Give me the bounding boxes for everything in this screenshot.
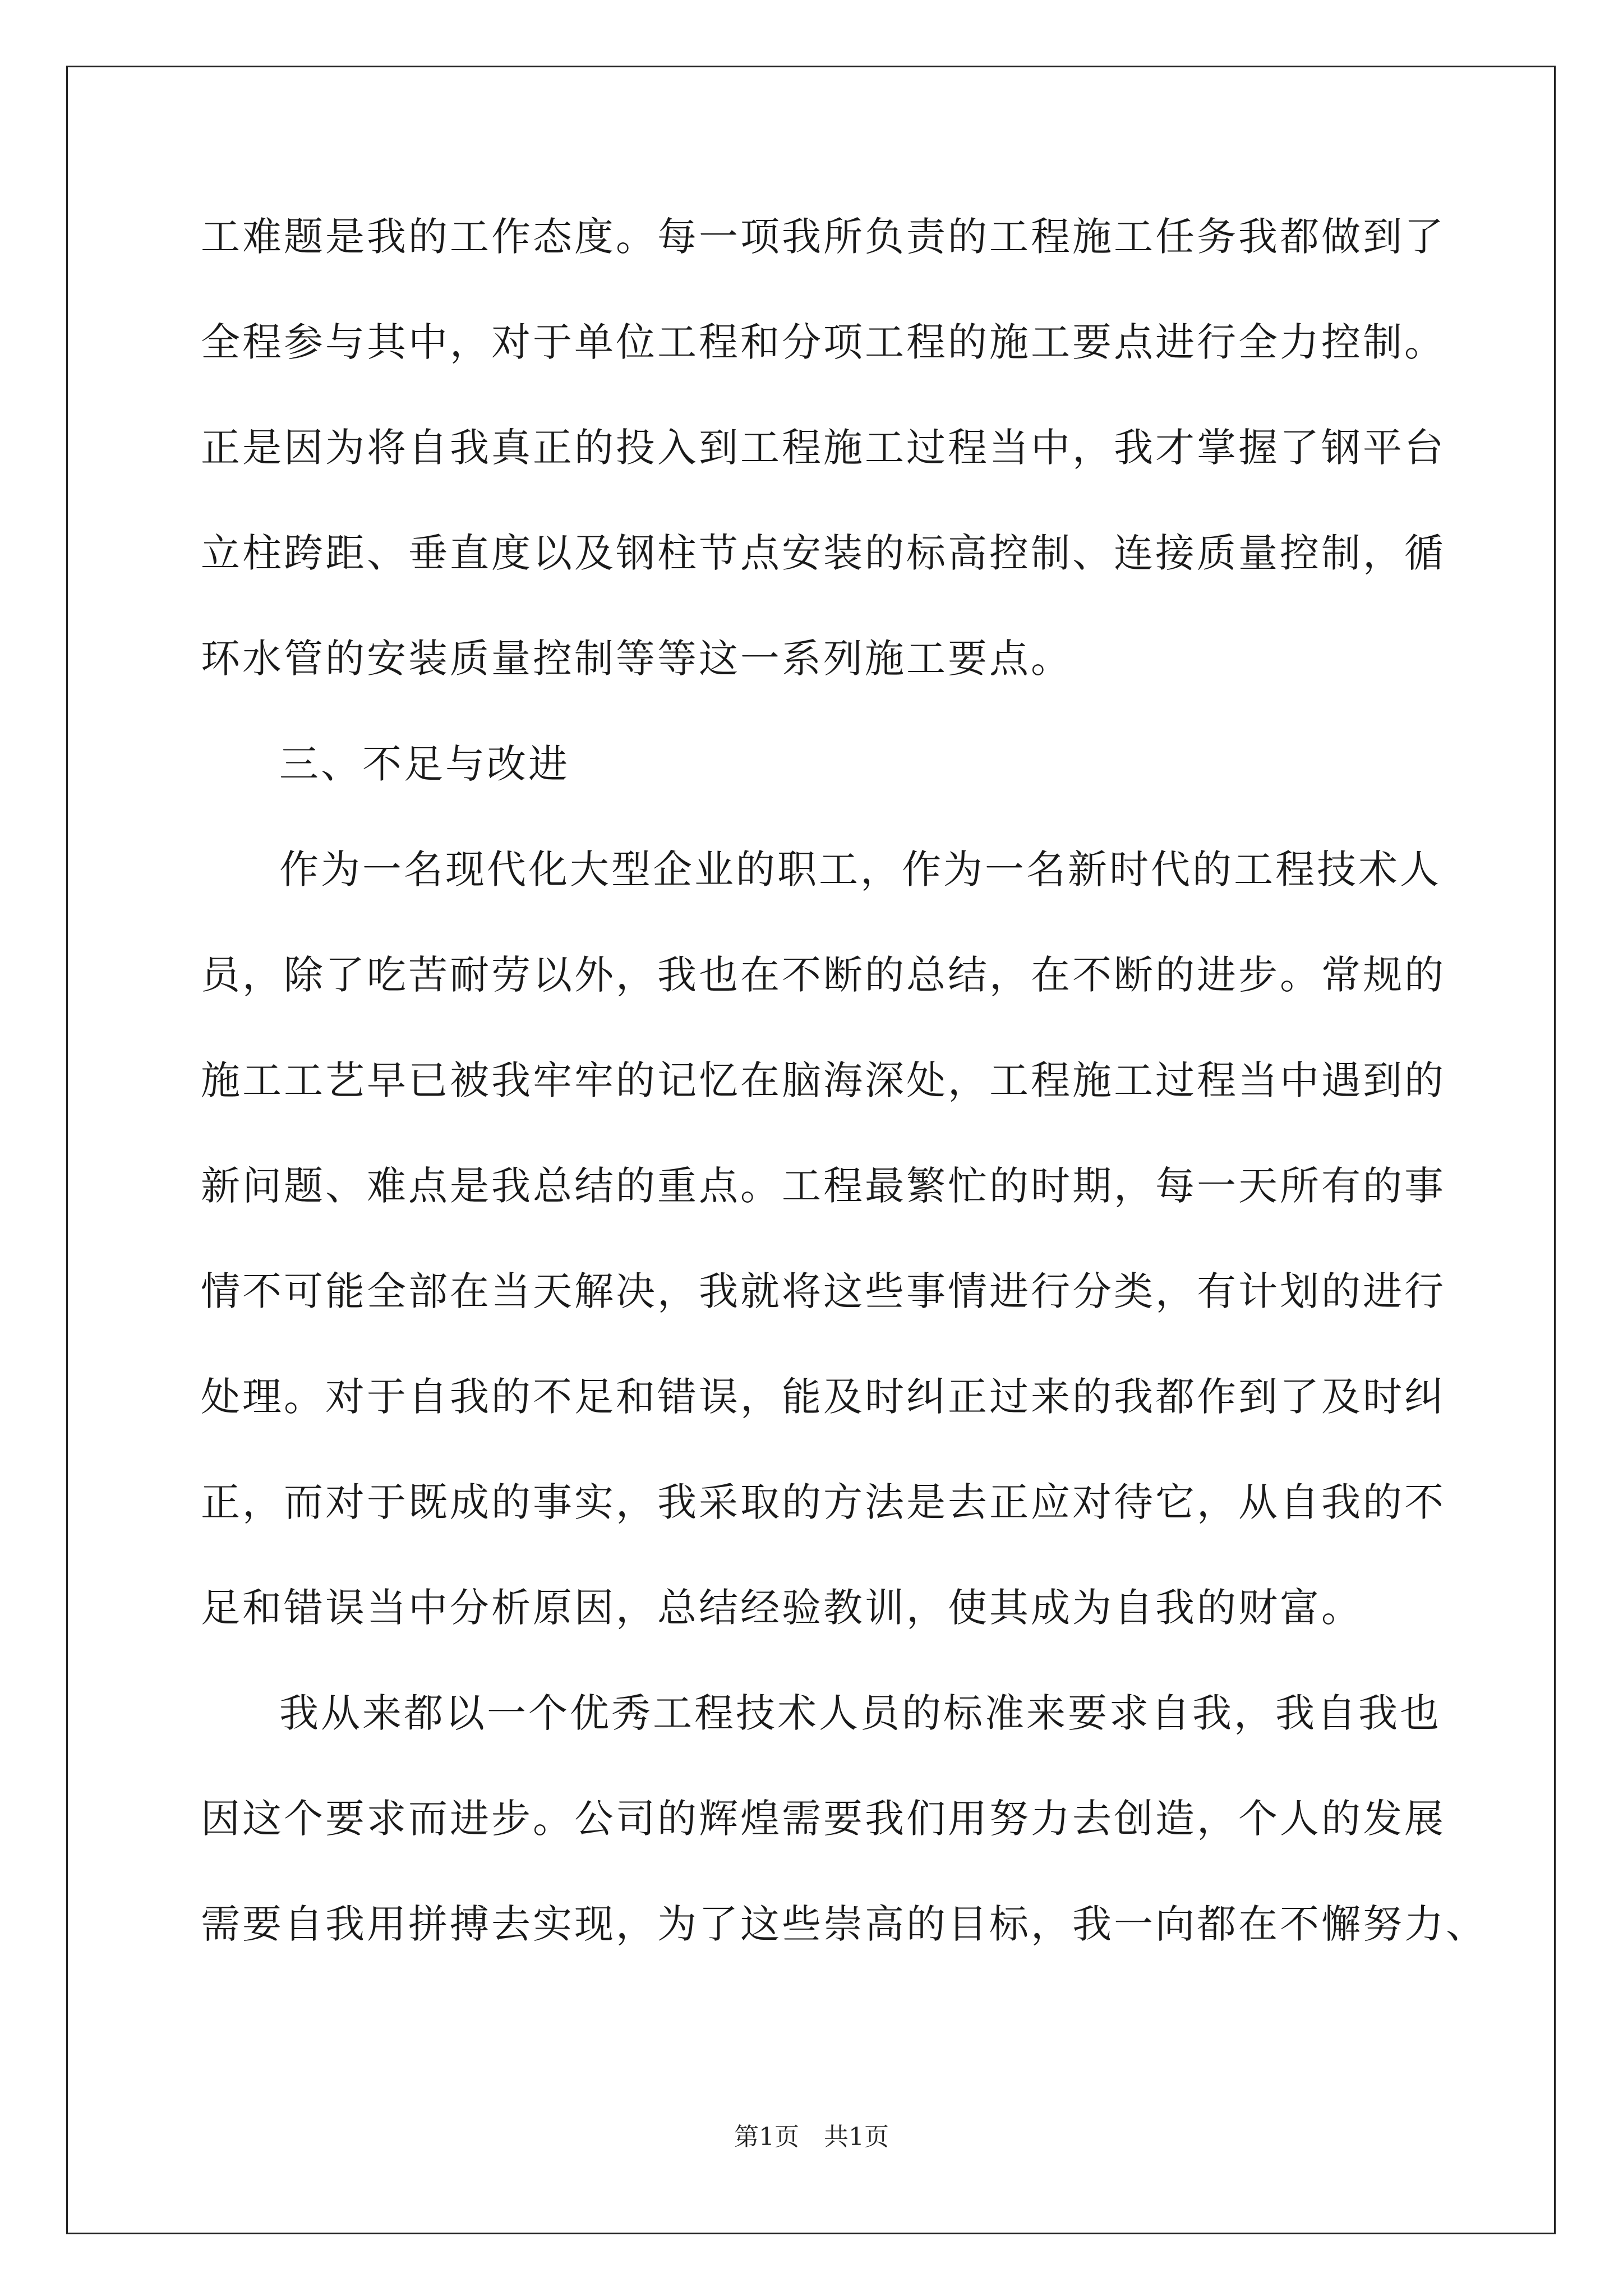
text-line: 员，除了吃苦耐劳以外，我也在不断的总结，在不断的进步。常规的 bbox=[201, 952, 1446, 998]
paragraph-start-line: 作为一名现代化大型企业的职工，作为一名新时代的工程技术人 bbox=[279, 846, 1441, 892]
text-line: 环水管的安装质量控制等等这一系列施工要点。 bbox=[201, 636, 1072, 682]
paragraph-start-line: 我从来都以一个优秀工程技术人员的标准来要求自我，我自我也 bbox=[279, 1690, 1441, 1736]
page-number-footer: 第1页 共1页 bbox=[734, 2123, 889, 2151]
text-line: 立柱跨距、垂直度以及钢柱节点安装的标高控制、连接质量控制，循 bbox=[201, 530, 1446, 576]
document-body bbox=[201, 209, 1487, 2001]
text-line: 新问题、难点是我总结的重点。工程最繁忙的时期，每一天所有的事 bbox=[201, 1163, 1446, 1209]
text-line: 施工工艺早已被我牢牢的记忆在脑海深处，工程施工过程当中遇到的 bbox=[201, 1057, 1446, 1103]
text-line: 工难题是我的工作态度。每一项我所负责的工程施工任务我都做到了 bbox=[201, 214, 1446, 260]
text-line: 需要自我用拼搏去实现，为了这些崇高的目标，我一向都在不懈努力、 bbox=[201, 1901, 1487, 1947]
text-line: 正，而对于既成的事实，我采取的方法是去正应对待它，从自我的不 bbox=[201, 1479, 1446, 1525]
text-line: 情不可能全部在当天解决，我就将这些事情进行分类，有计划的进行 bbox=[201, 1268, 1446, 1314]
section-heading: 三、不足与改进 bbox=[279, 741, 570, 787]
text-line: 因这个要求而进步。公司的辉煌需要我们用努力去创造，个人的发展 bbox=[201, 1796, 1446, 1842]
text-line: 处理。对于自我的不足和错误，能及时纠正过来的我都作到了及时纠 bbox=[201, 1374, 1446, 1420]
text-line: 足和错误当中分析原因，总结经验教训，使其成为自我的财富。 bbox=[201, 1585, 1363, 1631]
text-line: 正是因为将自我真正的投入到工程施工过程当中，我才掌握了钢平台 bbox=[201, 425, 1446, 471]
text-line: 全程参与其中，对于单位工程和分项工程的施工要点进行全力控制。 bbox=[201, 319, 1446, 365]
